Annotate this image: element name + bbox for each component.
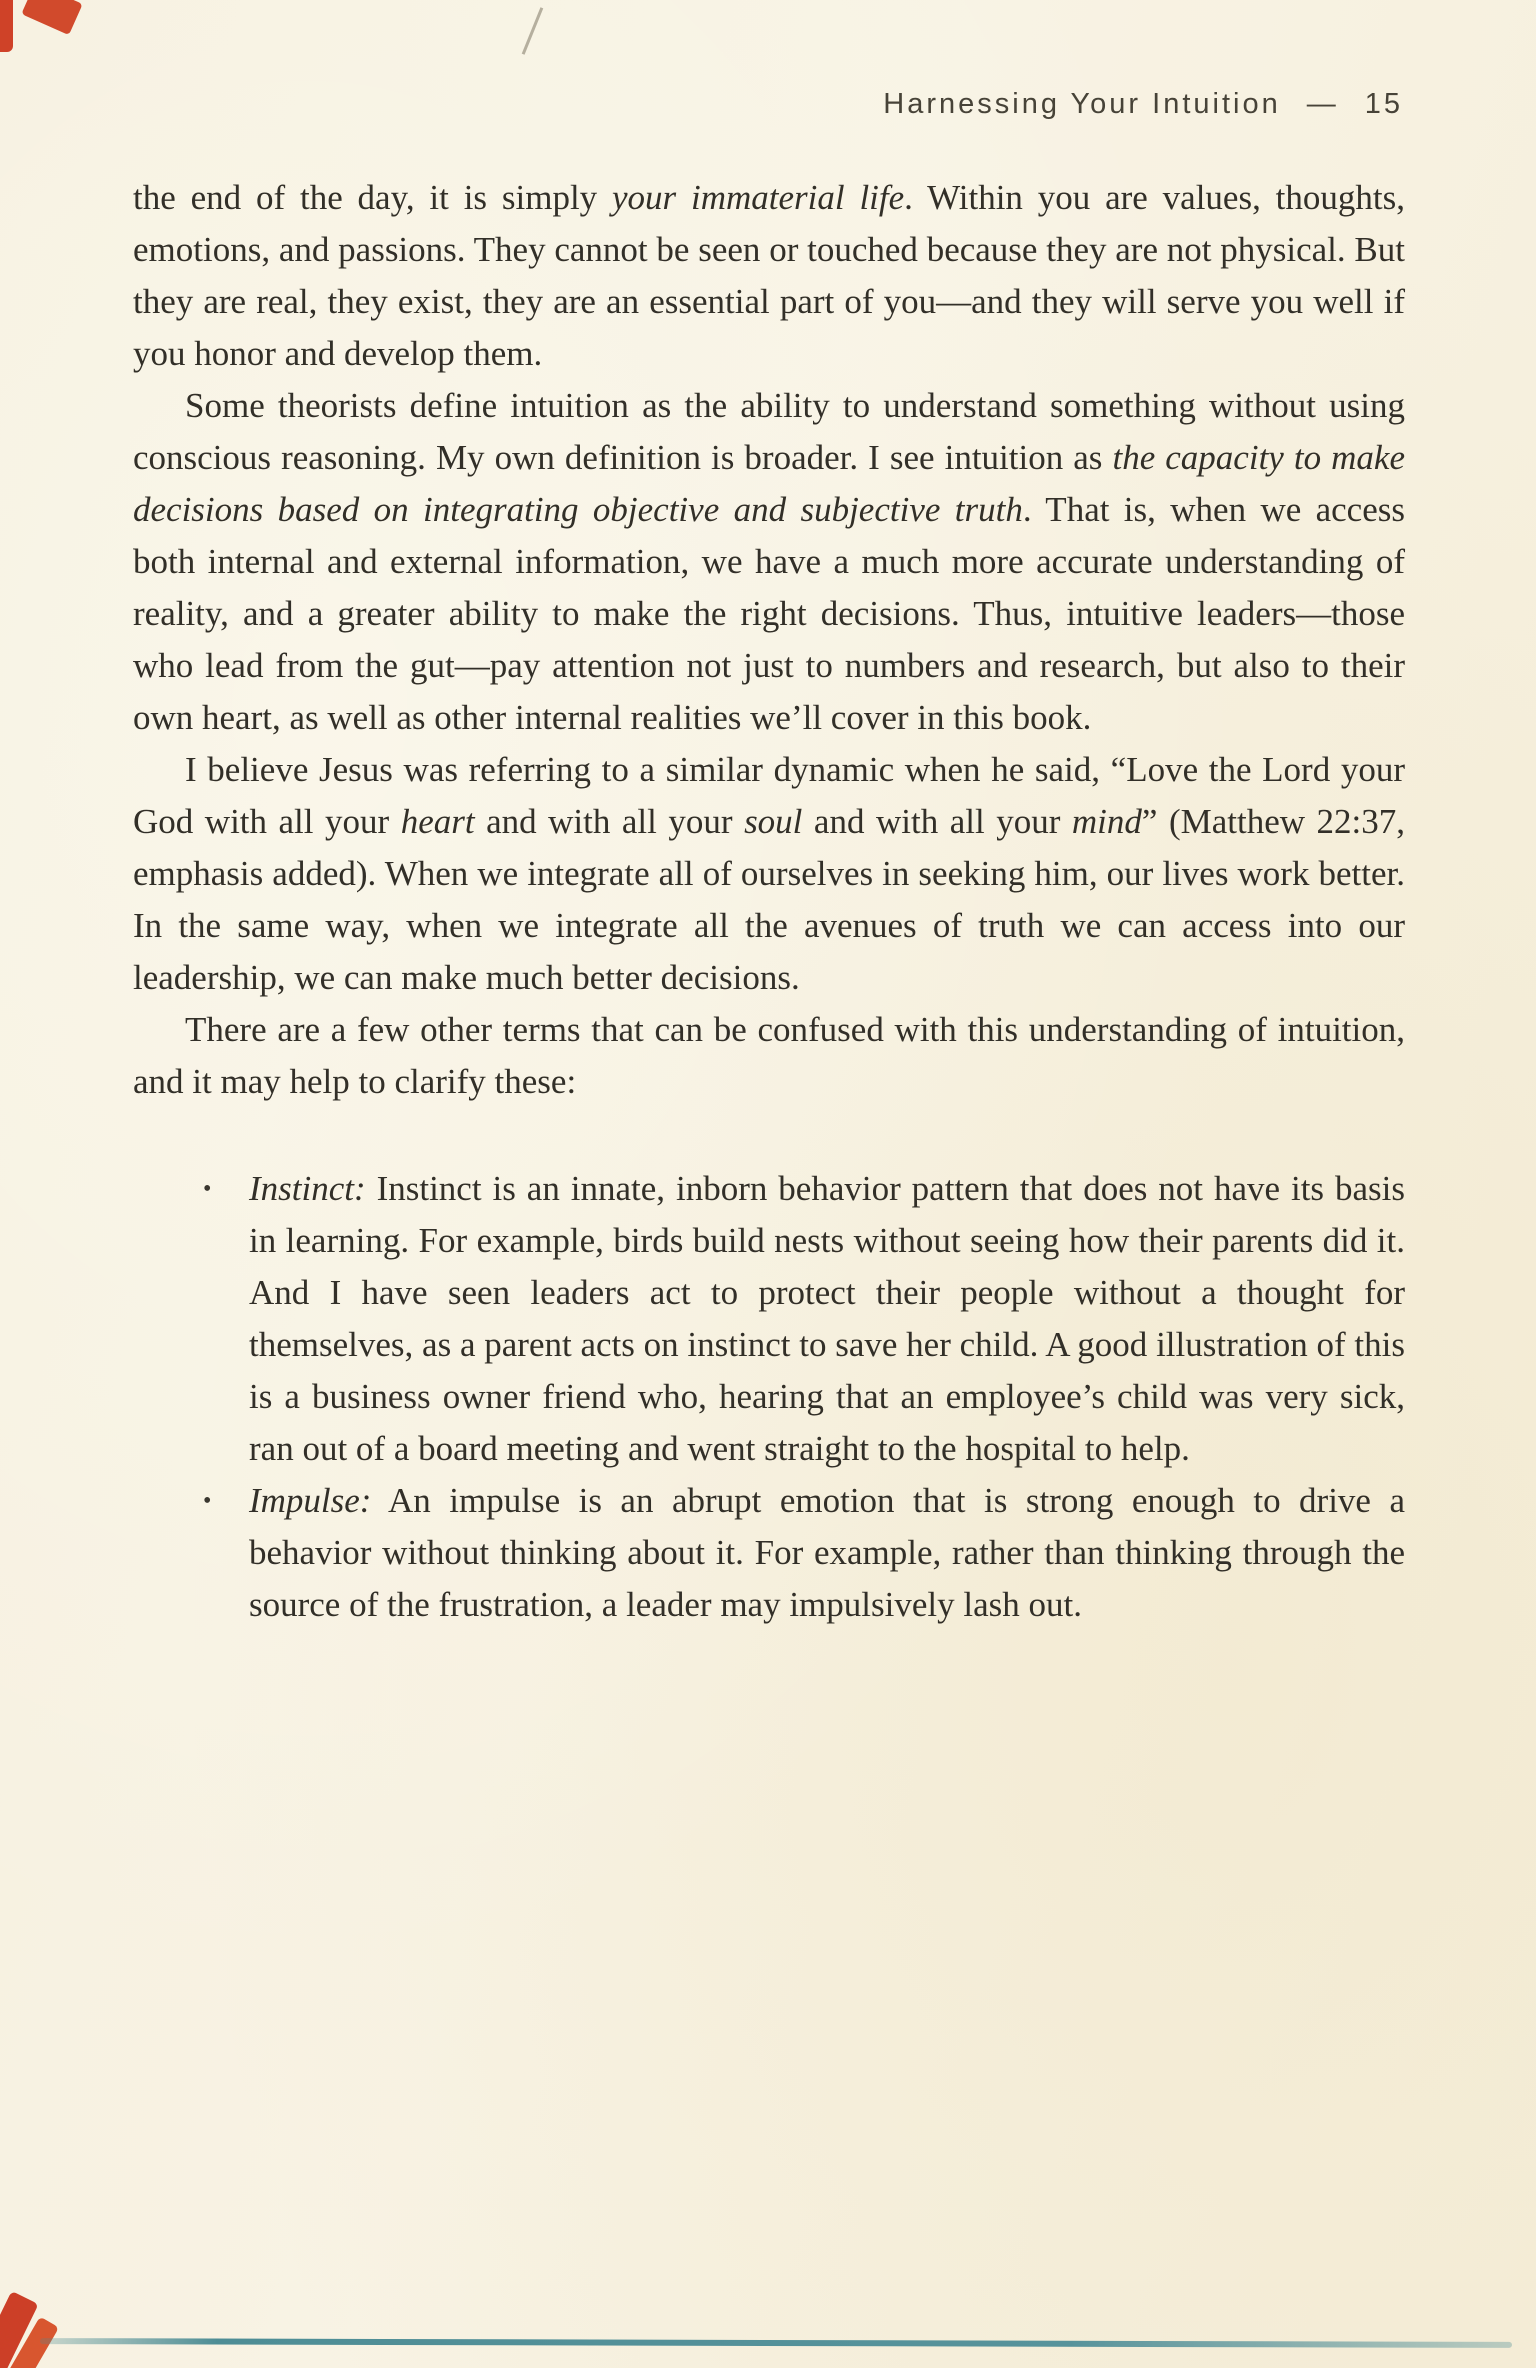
- text-run: An impulse is an abrupt emotion that is strong enough to drive a behavior without thinking about it. For example, rather than thinking through the source of the frustration, a leader may impulsively lash out.: [249, 1481, 1405, 1624]
- red-corner-mark-bottom-icon: [0, 2291, 39, 2368]
- italic-run: your immaterial life: [612, 178, 905, 217]
- italic-run: soul: [744, 802, 803, 841]
- italic-run: Impulse:: [249, 1481, 372, 1520]
- paragraph: [133, 172, 1405, 380]
- text-run: and with all your: [802, 802, 1072, 841]
- paragraph: [133, 1004, 1405, 1108]
- text-run: the end of the day, it is simply: [133, 178, 613, 217]
- text-run: ” (Matthew 22:37, emphasis added). When we integrate all of ourselves in seeking him, our lives work better. In the same way, when we integrate all the avenues of truth we can access into our leadership, we can make much better decisions.: [133, 802, 1405, 997]
- text-run: . That is, when we access both internal and external information, we have a much more accurate understanding of reality, and a greater ability to make the right decisions. Thus, intuitive leaders—those who lead from the gut—pay attention not just to numbers and research, but also to their own heart, as well as other internal realities we’ll cover in this book.: [133, 490, 1405, 737]
- running-header: [883, 88, 1403, 121]
- bullet-text: [249, 1475, 1405, 1631]
- text-run: and with all your: [474, 802, 745, 841]
- text-run: I believe Jesus was referring to a similar dynamic when he said, “Love the Lord your God with all your: [133, 750, 1405, 841]
- red-corner-mark-top-icon: [0, 0, 13, 52]
- bullet-marker-icon: •: [203, 1488, 212, 1514]
- chapter-title: Harnessing Your Intuition: [883, 88, 1281, 120]
- paragraph-container: [133, 172, 1405, 1108]
- red-corner-mark-bottom-icon: [0, 2317, 59, 2368]
- paragraph: [133, 380, 1405, 744]
- scan-edge-line-icon: [40, 2338, 1512, 2348]
- body-text: [133, 172, 1405, 1631]
- pen-slash-mark-icon: [522, 7, 544, 54]
- page-number: 15: [1364, 88, 1403, 120]
- italic-run: mind: [1071, 802, 1142, 841]
- text-run: There are a few other terms that can be confused with this understanding of intuition, and it may help to clarify these:: [133, 1010, 1405, 1101]
- red-corner-mark-top-icon: [21, 0, 82, 35]
- bullet-text: [249, 1163, 1405, 1475]
- text-run: Instinct is an innate, inborn behavior pattern that does not have its basis in learning. For example, birds build nests without seeing how their parents did it. And I have seen leaders act to protect their people without a thought for themselves, as a parent acts on instinct to save her child. A good illustration of this is a business owner friend who, hearing that an employee’s child was very sick, ran out of a board meeting and went straight to the hospital to help.: [249, 1169, 1405, 1468]
- text-run: Some theorists define intuition as the ability to understand something without using conscious reasoning. My own definition is broader. I see intuition as: [133, 386, 1405, 477]
- bullet-item: [203, 1475, 1405, 1631]
- paragraph: [133, 744, 1405, 1004]
- bullet-marker-icon: •: [203, 1176, 212, 1202]
- bullet-item: [203, 1163, 1405, 1475]
- bullet-list: [133, 1163, 1405, 1631]
- text-run: . Within you are values, thoughts, emotions, and passions. They cannot be seen or touched because they are not physical. But they are real, they exist, they are an essential part of you—and they will serve you well if you honor and develop them.: [133, 178, 1405, 373]
- italic-run: Instinct:: [249, 1169, 366, 1208]
- italic-run: the capacity to make decisions based on integrating objective and subjective truth: [133, 438, 1405, 529]
- italic-run: heart: [400, 802, 475, 841]
- header-separator: —: [1306, 88, 1339, 120]
